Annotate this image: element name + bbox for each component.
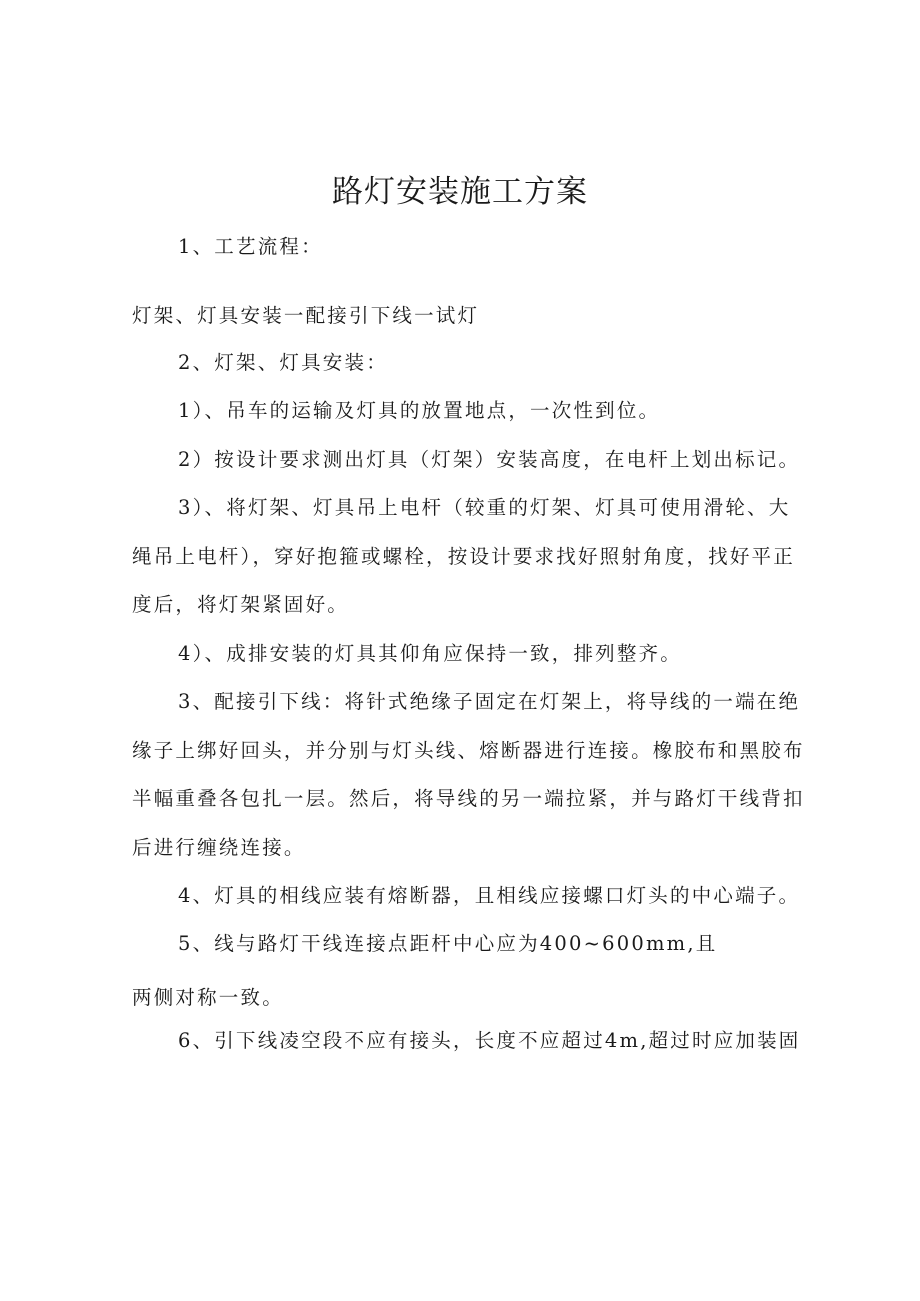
section-wiring-line-2: 缘子上绑好回头，并分别与灯头线、熔断器进行连接。橡胶布和黑胶布: [132, 739, 805, 762]
document-title: 路灯安装施工方案: [332, 174, 588, 210]
section-downlead-line-1: 6、引下线凌空段不应有接头，长度不应超过4m,超过时应加装固: [178, 1029, 801, 1052]
install-step-2: 2）按设计要求测出灯具（灯架）安装高度，在电杆上划出标记。: [178, 448, 801, 471]
install-step-3-line-1: 3）、将灯架、灯具吊上电杆（较重的灯架、灯具可使用滑轮、大: [178, 496, 791, 519]
section-wiring-line-3: 半幅重叠各包扎一层。然后，将导线的另一端拉紧，并与路灯干线背扣: [132, 787, 805, 810]
install-step-3-line-2: 绳吊上电杆），穿好抱箍或螺栓，按设计要求找好照射角度，找好平正: [132, 545, 795, 568]
install-step-1: 1）、吊车的运输及灯具的放置地点，一次性到位。: [178, 399, 661, 422]
section-wiring-line-4: 后进行缠绕连接。: [132, 836, 306, 859]
section-connection-line-1: 5、线与路灯干线连接点距杆中心应为400~600mm,且: [178, 932, 718, 955]
section-heading-installation: 2、灯架、灯具安装：: [178, 351, 388, 374]
install-step-3-line-3: 度后，将灯架紧固好。: [132, 593, 350, 616]
section-connection-line-2: 两侧对称一致。: [132, 986, 284, 1009]
process-flow-text: 灯架、灯具安装一配接引下线一试灯: [132, 304, 480, 327]
install-step-4: 4）、成排安装的灯具其仰角应保持一致，排列整齐。: [178, 642, 682, 665]
section-wiring-line-1: 3、配接引下线：将针式绝缘子固定在灯架上，将导线的一端在绝: [178, 690, 801, 713]
section-heading-process: 1、工艺流程：: [178, 235, 323, 258]
section-fuse-text: 4、灯具的相线应装有熔断器，且相线应接螺口灯头的中心端子。: [178, 884, 801, 907]
